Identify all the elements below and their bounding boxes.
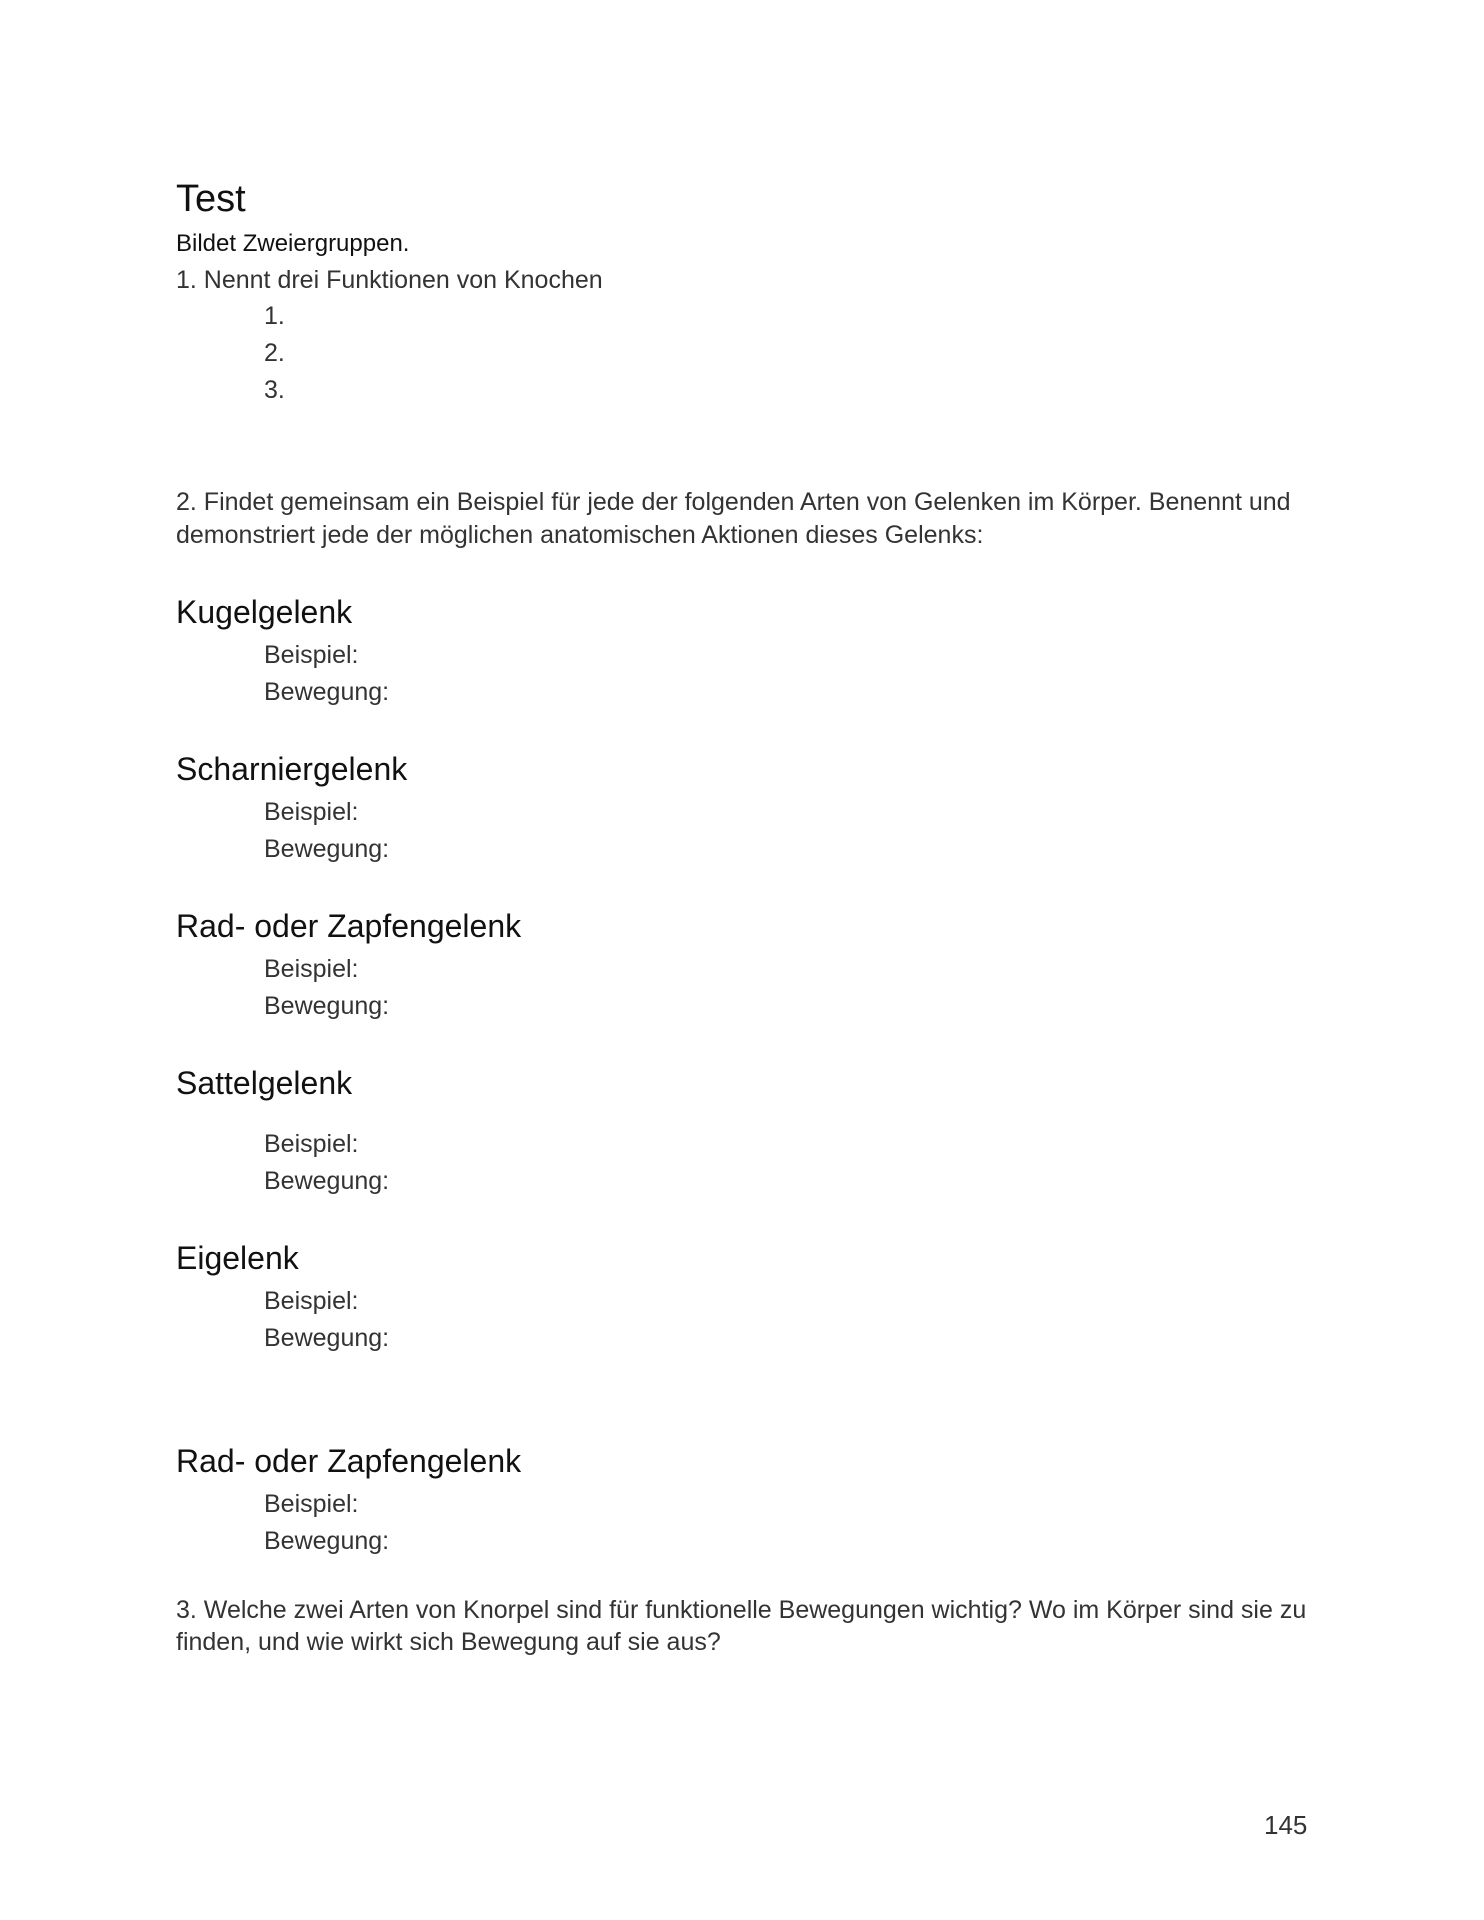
answer-item-1: 1. <box>264 302 285 330</box>
joint-heading-saddle: Sattelgelenk <box>176 1065 353 1101</box>
page-number: 145 <box>1264 1810 1308 1840</box>
example-label: Beispiel: <box>264 1287 359 1315</box>
joint-heading-ball: Kugelgelenk <box>176 594 353 630</box>
example-label: Beispiel: <box>264 798 359 826</box>
movement-label: Bewegung: <box>264 1527 390 1555</box>
movement-label: Bewegung: <box>264 835 390 863</box>
instruction-subtitle: Bildet Zweiergruppen. <box>176 230 410 257</box>
example-label: Beispiel: <box>264 955 359 983</box>
page-title: Test <box>176 178 246 220</box>
answer-item-2: 2. <box>264 339 285 367</box>
joint-heading-pivot-repeat: Rad- oder Zapfengelenk <box>176 1443 522 1479</box>
movement-label: Bewegung: <box>264 678 390 706</box>
question-2: 2. Findet gemeinsam ein Beispiel für jede der folgenden Arten von Gelenken im Körper. Benennt und demonstriert jede der möglichen anatomischen Aktionen dieses Gelenks: <box>176 488 1291 549</box>
question-3: 3. Welche zwei Arten von Knorpel sind für funktionelle Bewegungen wichtig? Wo im Körper sind sie zu finden, und wie wirkt sich Bewegung auf sie aus? <box>176 1596 1307 1656</box>
joint-heading-ellipsoid: Eigelenk <box>176 1240 299 1276</box>
answer-item-3: 3. <box>264 376 285 404</box>
movement-label: Bewegung: <box>264 1167 390 1195</box>
example-label: Beispiel: <box>264 641 359 669</box>
joint-heading-hinge: Scharniergelenk <box>176 751 408 787</box>
question-1: 1. Nennt drei Funktionen von Knochen <box>176 266 603 294</box>
example-label: Beispiel: <box>264 1490 359 1518</box>
example-label: Beispiel: <box>264 1130 359 1158</box>
movement-label: Bewegung: <box>264 1324 390 1352</box>
joint-heading-pivot: Rad- oder Zapfengelenk <box>176 908 522 944</box>
movement-label: Bewegung: <box>264 992 390 1020</box>
